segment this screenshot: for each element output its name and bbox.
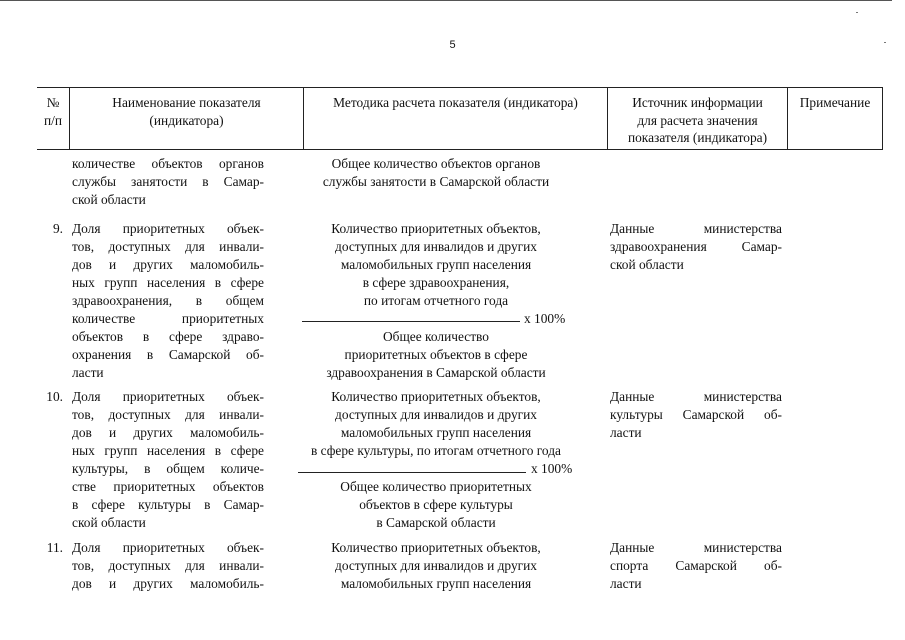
source-line: ской области xyxy=(610,257,684,272)
source-line: спорта Самарской об- xyxy=(610,558,782,573)
numerator-line: доступных для инвалидов и других xyxy=(335,558,537,573)
source-line: здравоохранения Самар- xyxy=(610,239,782,254)
name-line: тов, доступных для инвали- xyxy=(72,407,264,422)
denominator-line: Общее количество приоритетных xyxy=(340,479,532,494)
denominator-line: объектов в сфере культуры xyxy=(359,497,513,512)
table-header xyxy=(37,87,883,150)
row-number: 10. xyxy=(46,389,63,404)
numerator-line: в сфере культуры, по итогам отчетного года xyxy=(310,443,562,458)
name-line: стве приоритетных объектов xyxy=(72,479,264,494)
denominator-line: приоритетных объектов в сфере xyxy=(344,347,528,362)
numerator-line: доступных для инвалидов и других xyxy=(335,239,537,254)
row-number: 9. xyxy=(52,221,63,236)
fraction-line xyxy=(302,321,520,322)
name-line: ных групп населения в сфере xyxy=(72,275,264,290)
page-number: 5 xyxy=(449,39,456,51)
source-line: Данные министерства xyxy=(610,221,782,236)
name-line: Доля приоритетных объек- xyxy=(72,540,264,555)
name-line: ных групп населения в сфере xyxy=(72,443,264,458)
name-line: здравоохранения, в общем xyxy=(72,293,264,308)
page-top-rule xyxy=(0,0,892,1)
denominator-line: в Самарской области xyxy=(376,515,496,530)
multiplier: х 100% xyxy=(524,311,566,326)
numerator-line: Количество приоритетных объектов, xyxy=(331,540,541,555)
source-line: ласти xyxy=(610,576,642,591)
name-line: в сфере культуры в Самар- xyxy=(72,497,264,512)
numerator-line: маломобильных групп населения xyxy=(340,257,532,272)
numerator-line: в сфере здравоохранения, xyxy=(362,275,510,290)
source-line: ласти xyxy=(610,425,642,440)
name-line: тов, доступных для инвали- xyxy=(72,558,264,573)
header-method: Методика расчета показателя (индикатора) xyxy=(303,88,607,149)
name-line: службы занятости в Самар- xyxy=(72,174,264,189)
numerator-line: Количество приоритетных объектов, xyxy=(331,221,541,236)
numerator-line: Количество приоритетных объектов, xyxy=(331,389,541,404)
fraction-line xyxy=(298,472,526,473)
name-line: Доля приоритетных объек- xyxy=(72,389,264,404)
name-line: тов, доступных для инвали- xyxy=(72,239,264,254)
numerator-line: по итогам отчетного года xyxy=(363,293,509,308)
numerator-line: доступных для инвалидов и других xyxy=(335,407,537,422)
header-note: Примечание xyxy=(787,88,883,149)
name-line: ской области xyxy=(72,192,146,207)
name-line: ласти xyxy=(72,365,104,380)
denominator-line: здравоохранения в Самарской области xyxy=(326,365,546,380)
multiplier: х 100% xyxy=(531,461,573,476)
name-line: объектов в сфере здраво- xyxy=(72,329,264,344)
name-line: дов и других маломобиль- xyxy=(72,425,264,440)
name-line: дов и других маломобиль- xyxy=(72,257,264,272)
row-number: 11. xyxy=(46,540,63,555)
name-line: культуры, в общем количе- xyxy=(72,461,264,476)
name-line: дов и других маломобиль- xyxy=(72,576,264,591)
source-line: культуры Самарской об- xyxy=(610,407,782,422)
source-line: Данные министерства xyxy=(610,389,782,404)
header-name: Наименование показателя (индикатора) xyxy=(69,88,303,149)
name-line: ской области xyxy=(72,515,146,530)
header-num: № п/п xyxy=(43,95,63,128)
name-line: количестве приоритетных xyxy=(72,311,264,326)
source-line: Данные министерства xyxy=(610,540,782,555)
numerator-line: маломобильных групп населения xyxy=(340,576,532,591)
header-source: Источник информации для расчета значения показателя (индикатора) xyxy=(607,88,787,149)
name-line: количестве объектов органов xyxy=(72,156,264,171)
name-line: Доля приоритетных объек- xyxy=(72,221,264,236)
method-line: Общее количество объектов органов xyxy=(331,156,541,171)
denominator-line: Общее количество xyxy=(383,329,489,344)
method-line: службы занятости в Самарской области xyxy=(322,174,550,189)
name-line: охранения в Самарской об- xyxy=(72,347,264,362)
numerator-line: маломобильных групп населения xyxy=(340,425,532,440)
scan-speck xyxy=(856,12,858,13)
